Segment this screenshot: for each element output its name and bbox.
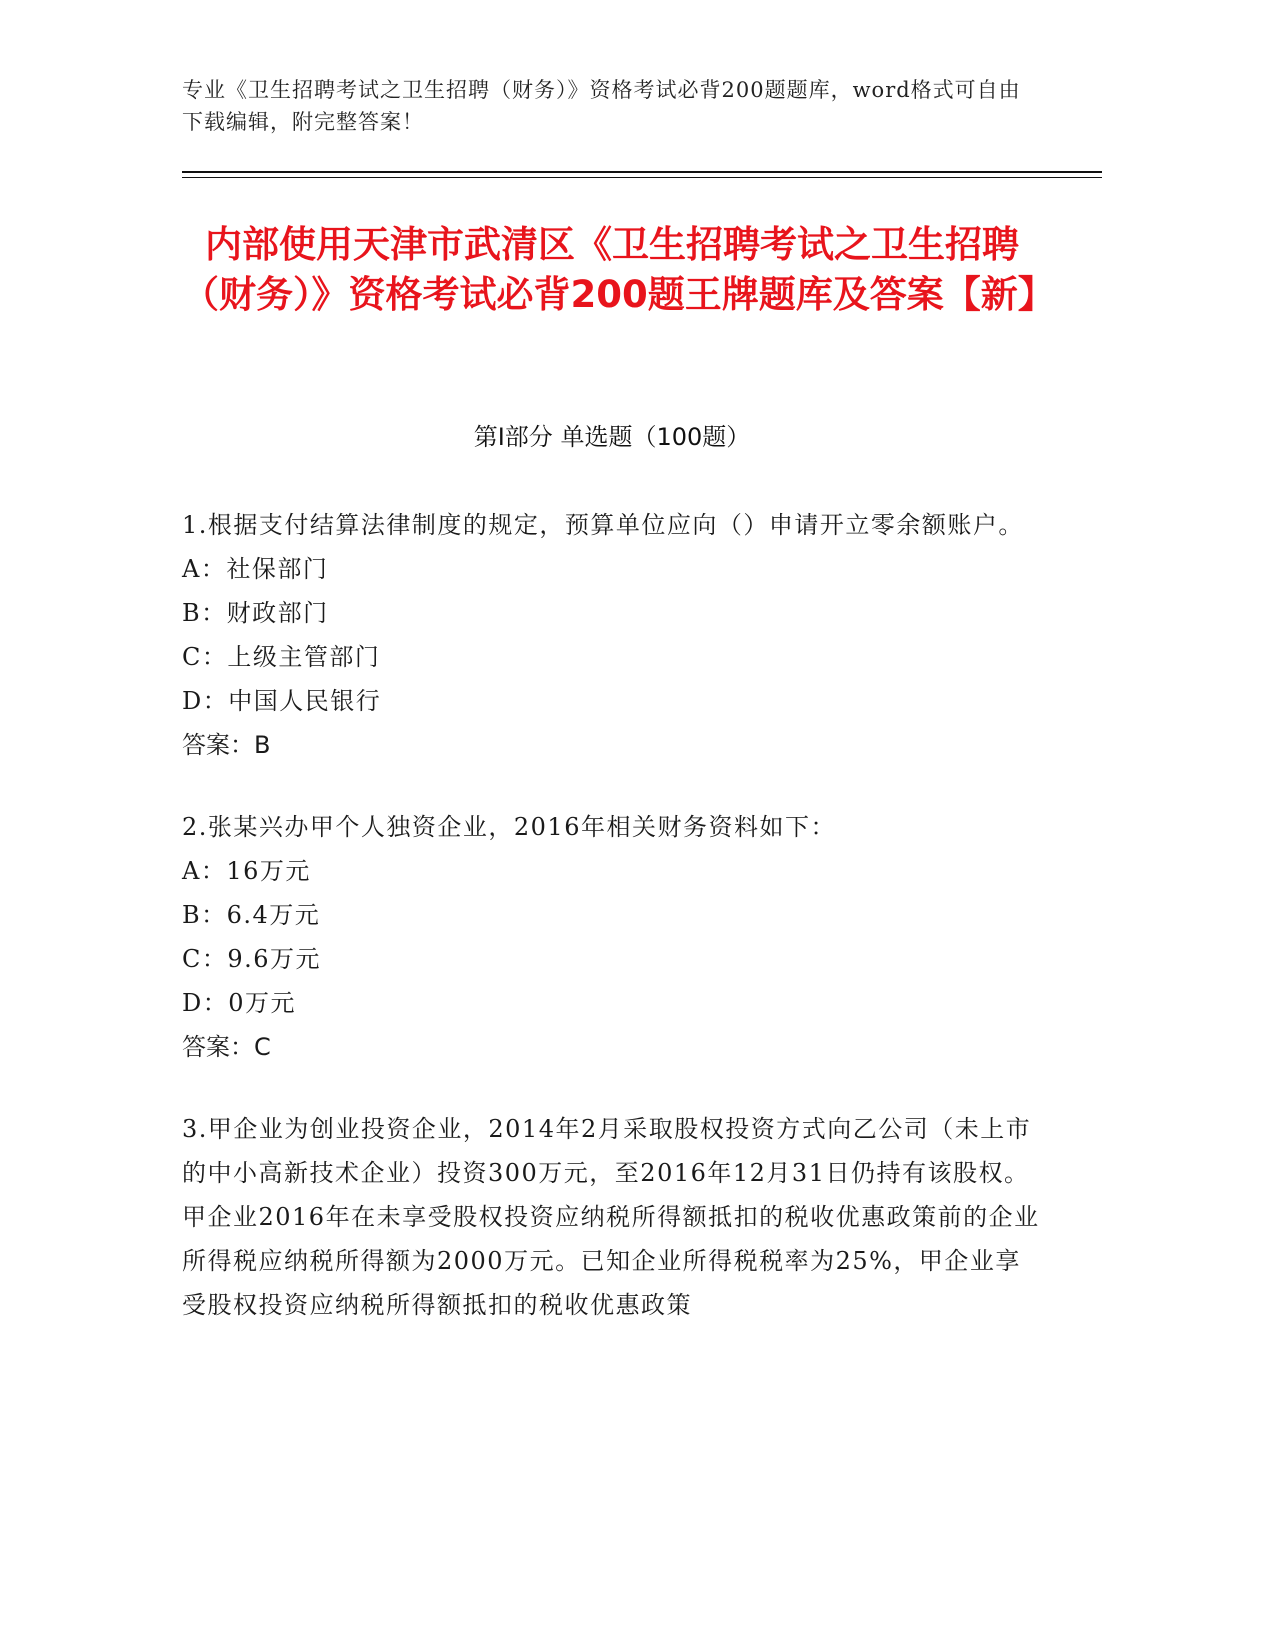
answer: 答案：C	[182, 1033, 271, 1061]
header-divider-thin	[182, 177, 1102, 178]
option-b: B：财政部门	[182, 599, 329, 627]
option-c: C：9.6万元	[182, 945, 322, 973]
header-note: 专业《卫生招聘考试之卫生招聘（财务）》资格考试必背200题题库，word格式可自由下载编辑，附完整答案！	[182, 78, 1021, 134]
question-list	[182, 503, 1042, 1365]
option-d: D：0万元	[182, 989, 297, 1017]
question-stem: 3.甲企业为创业投资企业，2014年2月采取股权投资方式向乙公司（未上市的中小高新技术企业）投资300万元，至2016年12月31日仍持有该股权。甲企业2016年在未享受股权投资应纳税所得额抵扣的税收优惠政策前的企业所得税应纳税所得额为2000万元。已知企业所得税税率为25%，甲企业享受股权投资应纳税所得额抵扣的税收优惠政策	[182, 1115, 1040, 1319]
option-a: A：社保部门	[182, 555, 329, 583]
question-2	[182, 805, 1042, 1069]
section-title: 第I部分 单选题（100题）	[473, 423, 751, 451]
document-title: 内部使用天津市武清区《卫生招聘考试之卫生招聘（财务）》资格考试必背200题王牌题库及答案【新】	[182, 223, 1055, 316]
option-b: B：6.4万元	[182, 901, 321, 929]
header-divider-thick	[182, 171, 1102, 173]
question-stem: 1.根据支付结算法律制度的规定，预算单位应向（）申请开立零余额账户。	[182, 511, 1024, 539]
option-d: D：中国人民银行	[182, 687, 382, 715]
option-a: A：16万元	[182, 857, 311, 885]
answer: 答案：B	[182, 731, 271, 759]
question-1	[182, 503, 1042, 767]
question-3	[182, 1107, 1042, 1327]
question-stem: 2.张某兴办甲个人独资企业，2016年相关财务资料如下：	[182, 813, 836, 841]
option-c: C：上级主管部门	[182, 643, 381, 671]
